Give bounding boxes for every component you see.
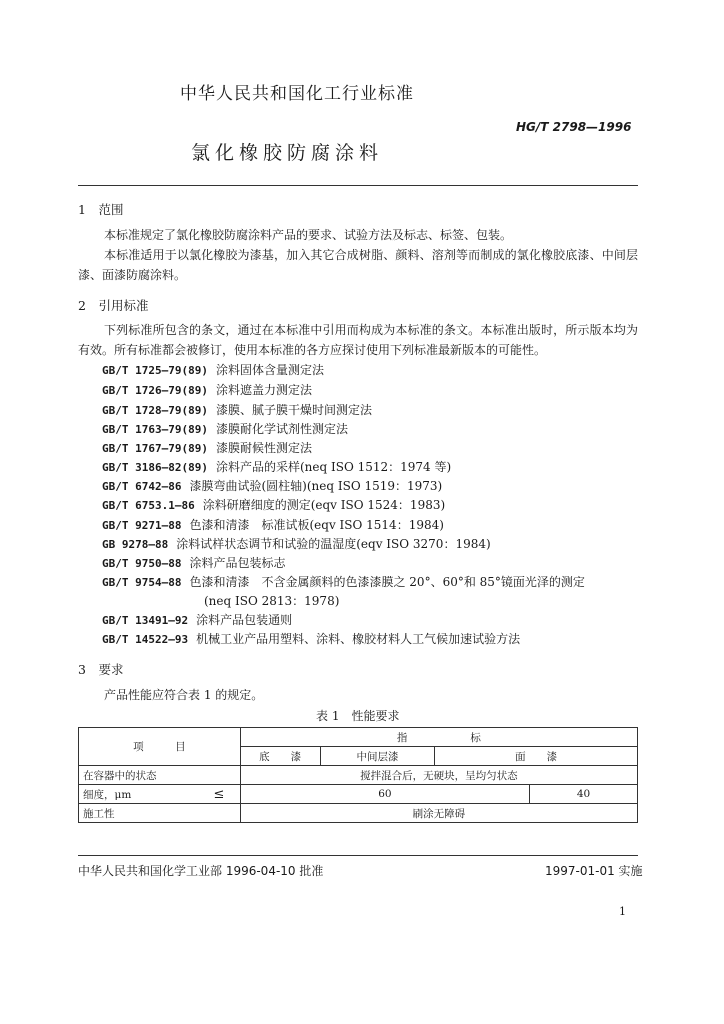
reference-item: GB/T 13491—92 涂料产品包装通则 [102,613,293,627]
reference-item: GB/T 1763—79(89) 漆膜耐化学试剂性测定法 [102,422,348,436]
reference-item: GB/T 9750—88 涂料产品包装标志 [102,556,286,570]
reference-item: GB/T 3186—82(89) 涂料产品的采样(neq ISO 1512：1974 等) [102,460,452,474]
reference-item: GB/T 1726—79(89) 涂料遮盖力测定法 [102,383,312,397]
approval-line: 中华人民共和国化学工业部 1996-04-10 批准 [78,864,324,878]
reference-item: GB/T 14522—93 机械工业产品用塑料、涂料、橡胶材料人工气候加速试验方法 [102,632,521,646]
reference-item: GB/T 1767—79(89) 漆膜耐候性测定法 [102,441,312,455]
reference-item: GB/T 1725—79(89) 涂料固体含量测定法 [102,363,324,377]
reference-item: GB/T 9271—88 色漆和清漆 标准试板(eqv ISO 1514：1984) [102,518,444,532]
reference-item: GB/T 6753.1—86 涂料研磨细度的测定(eqv ISO 1524：1983) [102,498,446,512]
table-cell-value: 搅拌混合后，无硬块，呈均匀状态 [240,766,637,785]
reference-item-continuation: (neq ISO 2813：1978) [204,594,340,608]
standard-number: HG/T 2798—1996 [516,120,632,134]
table-row [79,804,638,823]
reference-item: GB/T 9754—88 色漆和清漆 不含金属颜料的色漆漆膜之 20°、60°和 85°镜面光泽的测定 [102,575,585,589]
issuing-body-title: 中华人民共和国化工行业标准 [180,84,414,104]
table-cell-value: 刷涂无障碍 [240,804,637,823]
section-3-heading: 3 要求 [78,662,124,677]
section-1-heading: 1 范围 [78,202,124,217]
table-cell-item: 细度，μm [79,785,199,804]
table-cell-operator: ≤ [198,785,240,804]
section-1-paragraph-2: 本标准适用于以氯化橡胶为漆基，加入其它合成树脂、颜料、溶剂等而制成的氯化橡胶底漆、中间层漆、面漆防腐涂料。 [78,248,638,282]
table-subheader-intermediate: 中间层漆 [320,747,435,766]
document-title: 氯化橡胶防腐涂料 [191,142,384,164]
table-cell-item: 在容器中的状态 [79,766,241,785]
table-header-item: 项 目 [79,728,241,766]
table-caption: 表 1 性能要求 [316,709,400,723]
reference-item: GB/T 1728—79(89) 漆膜、腻子膜干燥时间测定法 [102,403,372,417]
section-1-paragraph-1: 本标准规定了氯化橡胶防腐涂料产品的要求、试验方法及标志、标签、包装。 [104,228,513,242]
table-cell-item: 施工性 [79,804,241,823]
page-number: 1 [619,905,626,918]
table-cell-value: 60 [240,785,529,804]
header-divider [78,185,638,186]
table-subheader-topcoat: 面 漆 [435,747,638,766]
reference-item: GB/T 6742—86 漆膜弯曲试验(圆柱轴)(neq ISO 1519：1973) [102,479,443,493]
table-row [79,785,638,804]
table-row [79,766,638,785]
performance-table [78,727,638,823]
table-subheader-primer: 底 漆 [240,747,320,766]
reference-item: GB 9278—88 涂料试样状态调节和试验的温湿度(eqv ISO 3270：1984) [102,537,491,551]
section-2-heading: 2 引用标准 [78,298,149,313]
table-cell-value: 40 [530,785,638,804]
implementation-date: 1997-01-01 实施 [545,864,643,878]
table-header-index: 指 标 [240,728,637,747]
section-3-intro: 产品性能应符合表 1 的规定。 [104,688,264,702]
footer-divider [78,855,638,856]
section-2-intro: 下列标准所包含的条文，通过在本标准中引用而构成为本标准的条文。本标准出版时，所示版本均为有效。所有标准都会被修订，使用本标准的各方应探讨使用下列标准最新版本的可能性。 [78,323,638,357]
